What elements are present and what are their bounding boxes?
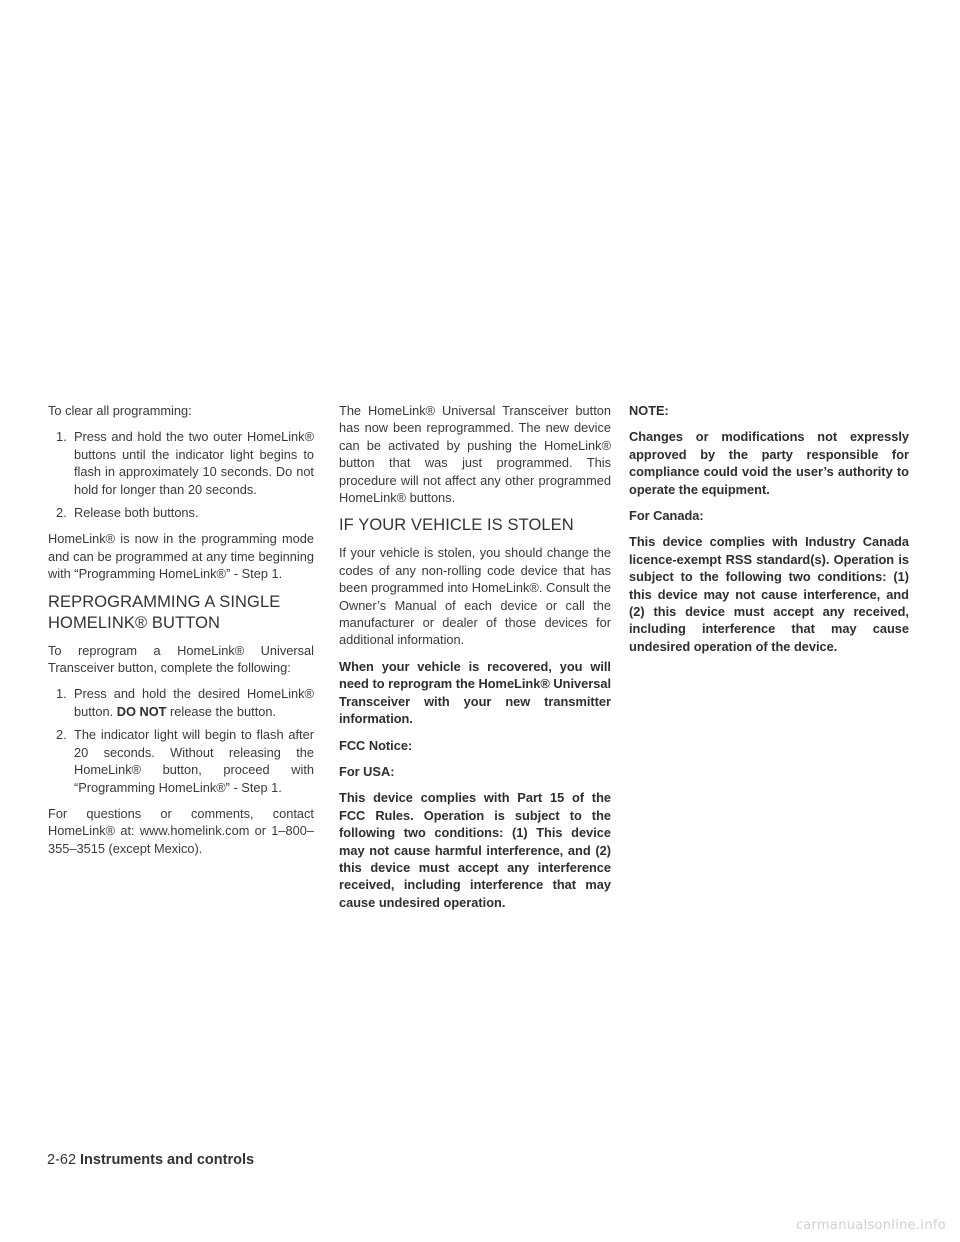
- step-text: Release both buttons.: [74, 505, 199, 521]
- fcc-notice-label: FCC Notice:: [339, 737, 413, 753]
- for-canada-label: For Canada:: [629, 508, 704, 524]
- column-right: [629, 402, 909, 664]
- column-left: [48, 402, 314, 866]
- recovered-paragraph: When your vehicle is recovered, you will need to reprogram the HomeLink® Universal Transceiver with your new transmitter information.: [339, 658, 611, 727]
- clear-intro: To clear all programming:: [48, 403, 192, 418]
- step-number: 1.: [56, 429, 67, 445]
- step-text: The indicator light will begin to flash after 20 seconds. Without releasing the HomeLink® button, proceed with “Programming HomeLink®” - Step 1.: [74, 727, 314, 795]
- note-label: NOTE:: [629, 403, 669, 418]
- list-item: [48, 504, 314, 521]
- list-item: [48, 428, 314, 498]
- contact-paragraph: For questions or comments, contact HomeLink® at: www.homelink.com or 1–800–355–3515 (except Mexico).: [48, 805, 314, 856]
- list-item: [48, 685, 314, 720]
- programming-mode-paragraph: HomeLink® is now in the programming mode and can be programmed at any time beginning with “Programming HomeLink®” - Step 1.: [48, 531, 314, 582]
- page-number: 2-62: [47, 1152, 77, 1168]
- note-paragraph: Changes or modifications not expressly approved by the party responsible for compliance could void the user’s authority to operate the equipment.: [629, 429, 909, 497]
- reprogrammed-paragraph: The HomeLink® Universal Transceiver button has now been reprogrammed. The new device can be activated by pushing the HomeLink® button that was just programmed. This procedure will not affect any other programmed HomeLink® buttons.: [339, 403, 611, 506]
- step-number: 1.: [56, 686, 67, 702]
- step-text: release the button.: [170, 703, 277, 719]
- heading-line: HOMELINK® BUTTON: [48, 613, 221, 632]
- page-footer: [47, 1152, 254, 1168]
- heading-line: REPROGRAMMING A SINGLE: [48, 592, 281, 611]
- step-text: Press and hold the two outer HomeLink® buttons until the indicator light begins to flash in approximately 10 seconds. Do not hold for longer than 20 seconds.: [74, 429, 314, 497]
- step-number: 2.: [56, 727, 67, 743]
- step-text: Press and hold the desired HomeLink® button.: [74, 686, 314, 719]
- reprogram-steps-list: [48, 685, 314, 795]
- heading-stolen: IF YOUR VEHICLE IS STOLEN: [339, 516, 574, 535]
- clear-steps-list: [48, 428, 314, 521]
- heading-reprogramming: [48, 592, 314, 634]
- section-title: Instruments and controls: [80, 1152, 255, 1168]
- usa-paragraph: This device complies with Part 15 of the FCC Rules. Operation is subject to the following two conditions: (1) This device may not cause harmful interference, and (2) this device must accept any interference received, including interference that may cause undesired operation.: [339, 790, 611, 910]
- watermark: carmanualsonline.info: [795, 1218, 946, 1233]
- stolen-paragraph: If your vehicle is stolen, you should change the codes of any non-rolling code device that has been programmed into HomeLink®. Consult the Owner’s Manual of each device or call the manufacturer or dealer of those devices for additional information.: [339, 545, 611, 648]
- canada-paragraph: This device complies with Industry Canada licence-exempt RSS standard(s). Operation is subject to the following two conditions: (1) this device may not cause interference, and (2) this device must accept any received, including interference that may cause undesired operation of the device.: [629, 534, 909, 654]
- column-middle: [339, 402, 611, 920]
- step-number: 2.: [56, 505, 67, 521]
- for-usa-label: For USA:: [339, 763, 395, 779]
- list-item: [48, 726, 314, 796]
- reprogram-intro: To reprogram a HomeLink® Universal Transceiver button, complete the following:: [48, 642, 314, 676]
- step-emphasis: DO NOT: [116, 703, 167, 719]
